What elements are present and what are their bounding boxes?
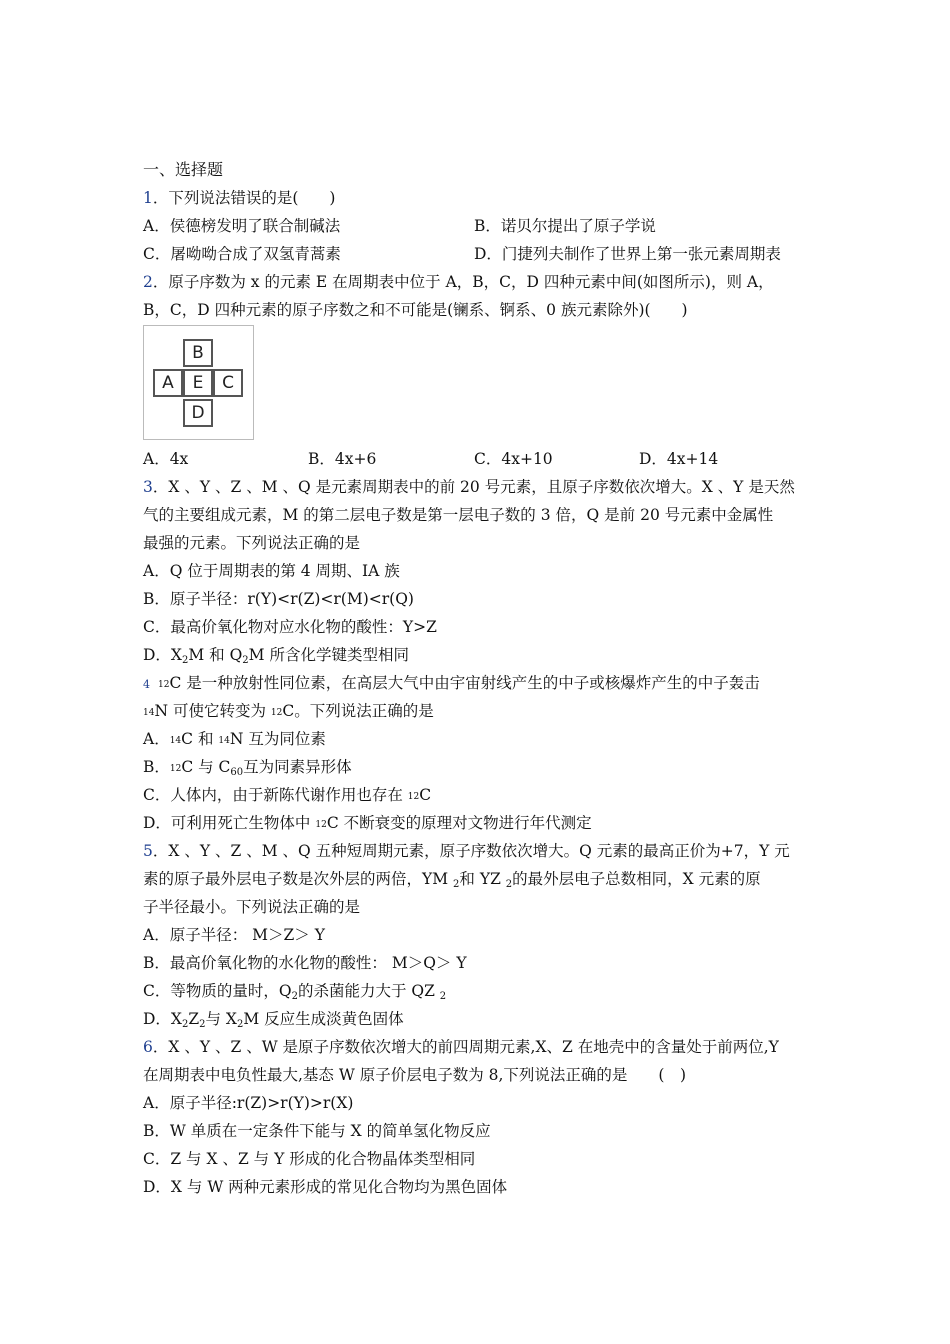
q1-option-c: C．屠呦呦合成了双氢青蒿素 [143,245,341,263]
grid-cell-center: E [183,369,213,397]
q4-stem-line1: 4 12C 是一种放射性同位素，在高层大气中由宇宙射线产生的中子或核爆炸产生的中子轰击 [143,674,760,692]
q5-option-a: A．原子半径： M＞Z＞ Y [143,926,325,944]
q2-stem-line1: 2．原子序数为 x 的元素 E 在周期表中位于 A，B，C，D 四种元素中间(如图所示)，则 A， [143,273,774,291]
q5-stem-line1: 5．X 、Y 、Z 、M 、Q 五种短周期元素，原子序数依次增大。Q 元素的最高正价为+7，Y 元 [143,842,790,860]
q3-stem-line1: 3．X 、Y 、Z 、M 、Q 是元素周期表中的前 20 号元素，且原子序数依次增大。X 、Y 是天然 [143,478,795,496]
q2-option-a: A．4x [143,450,189,468]
q1-option-b: B．诺贝尔提出了原子学说 [474,217,656,235]
q2-option-b: B．4x+6 [308,450,377,468]
q1-option-d: D．门捷列夫制作了世界上第一张元素周期表 [474,245,781,263]
q3-option-b: B．原子半径：r(Y)<r(Z)<r(M)<r(Q) [143,590,414,608]
q3-option-a: A．Q 位于周期表的第 4 周期、ⅠA 族 [143,562,400,580]
grid-cell-right: C [213,369,243,397]
q4-stem-line2: 14N 可使它转变为 12C。下列说法正确的是 [143,702,434,720]
q6-stem-line1: 6．X 、Y 、Z 、W 是原子序数依次增大的前四周期元素,X、Z 在地壳中的含量处于前两位,Y [143,1038,779,1056]
q5-stem-line2: 素的原子最外层电子数是次外层的两倍，YM $_2$和 YZ $_2$的最外层电子总数相同，X 元素的原 [143,870,761,890]
q3-number: 3 [143,478,153,496]
q4-option-b: B．12C 与 $C_{60}$互为同素异形体 [143,758,352,778]
q5-number: 5 [143,842,153,860]
q3-stem-line2: 气的主要组成元素，M 的第二层电子数是第一层电子数的 3 倍，Q 是前 20 号元素中金属性 [143,506,774,524]
q4-number: 4 [143,678,150,691]
grid-cell-left: A [153,369,183,397]
q4-option-c: C．人体内，由于新陈代谢作用也存在 12C [143,786,432,804]
section-title: 一、选择题 [143,160,224,179]
q2-option-c: C．4x+10 [474,450,553,468]
q6-option-b: B．W 单质在一定条件下能与 X 的简单氢化物反应 [143,1122,491,1140]
q2-stem-line2: B，C，D 四种元素的原子序数之和不可能是(镧系、锕系、0 族元素除外)( ) [143,301,688,319]
grid-cell-bottom: D [183,399,213,427]
q5-option-c: C．等物质的量时，$Q_2$的杀菌能力大于 QZ $_2$ [143,982,447,1002]
q1-option-a: A．侯德榜发明了联合制碱法 [143,217,341,235]
q2-option-d: D．4x+14 [639,450,719,468]
q6-stem-line2: 在周期表中电负性最大,基态 W 原子价层电子数为 8,下列说法正确的是 ( ) [143,1066,687,1084]
q6-number: 6 [143,1038,153,1056]
grid-cell-top: B [183,339,213,367]
q6-option-a: A．原子半径:r(Z)>r(Y)>r(X) [143,1094,354,1112]
q4-option-a: A．14C 和 14N 互为同位素 [143,730,326,748]
q1-number: 1 [143,189,153,207]
q3-option-d: D．$X_2M$ 和 $Q_2M$ 所含化学键类型相同 [143,646,409,666]
q2-element-grid-figure [143,325,254,440]
q6-option-d: D．X 与 W 两种元素形成的常见化合物均为黑色固体 [143,1178,508,1196]
q6-option-c: C．Z 与 X 、Z 与 Y 形成的化合物晶体类型相同 [143,1150,476,1168]
q5-option-b: B．最高价氧化物的水化物的酸性： M＞Q＞ Y [143,954,467,972]
q5-stem-line3: 子半径最小。下列说法正确的是 [143,898,361,916]
q1-stem: 1．下列说法错误的是( ) [143,189,336,207]
q4-option-d: D．可利用死亡生物体中 12C 不断衰变的原理对文物进行年代测定 [143,814,592,832]
q3-stem-line3: 最强的元素。下列说法正确的是 [143,534,361,552]
q5-option-d: D．$X_2Z_2$与 $X_2M$ 反应生成淡黄色固体 [143,1010,404,1030]
q3-option-c: C．最高价氧化物对应水化物的酸性：Y>Z [143,618,437,636]
q2-number: 2 [143,273,153,291]
